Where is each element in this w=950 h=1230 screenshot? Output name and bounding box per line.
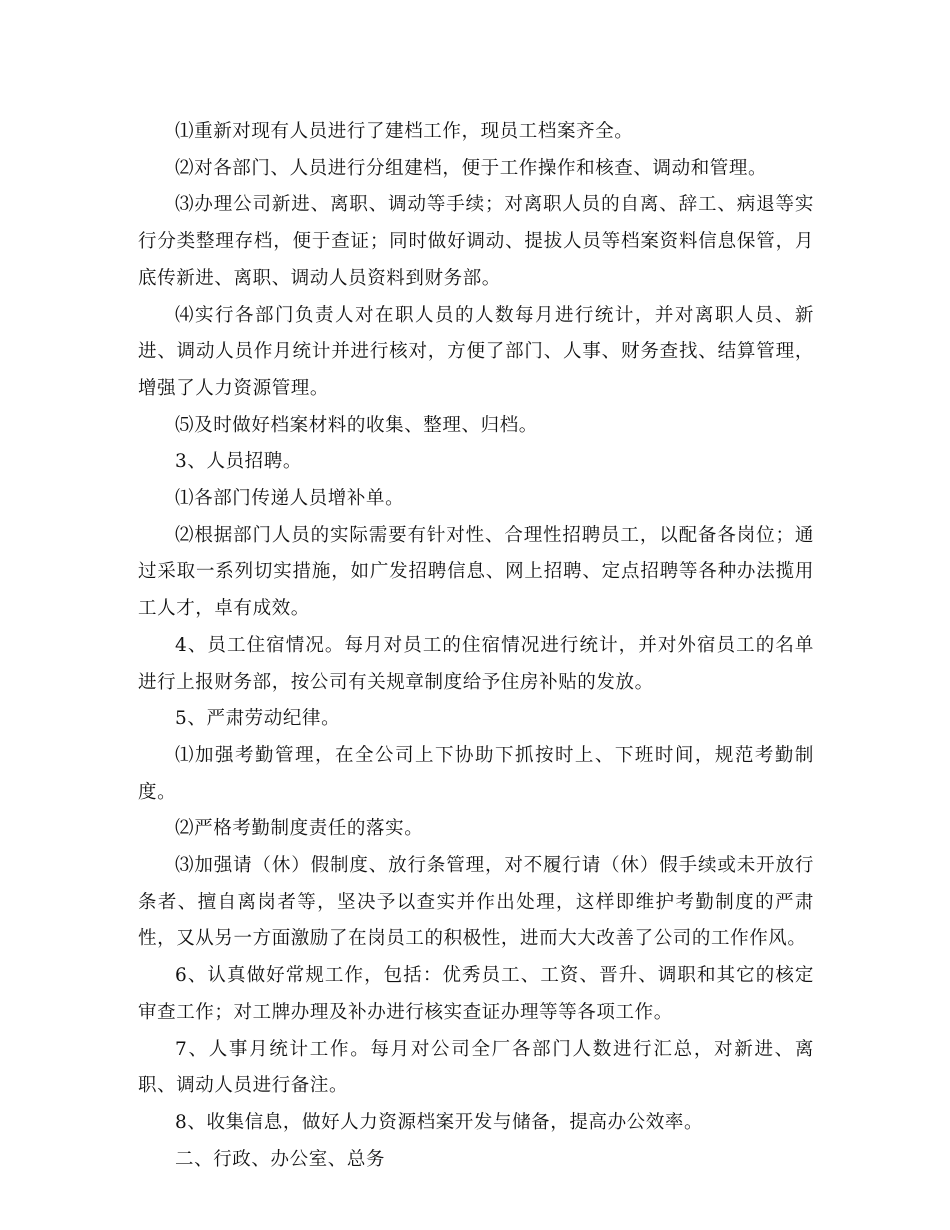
paragraph-13: ⑶加强请（休）假制度、放行条管理，对不履行请（休）假手续或未开放行条者、擅自离岗者等，坚决予以查实并作出处理，这样即维护考勤制度的严肃性，又从另一方面激励了在岗员工的积极性，进而大大改善了公司的工作作风。 (138, 855, 814, 950)
section-heading-information: 8、收集信息，做好人力资源档案开发与储备，提高办公效率。 (175, 1111, 704, 1133)
section-heading-routine-work: 6、认真做好常规工作，包括：优秀员工、工资、晋升、调职和其它的核定审查工作；对工牌办理及补办进行核实查证办理等等各项工作。 (138, 965, 814, 1023)
section-heading-admin: 二、行政、办公室、总务 (175, 1148, 386, 1170)
paragraph-11: ⑴加强考勤管理，在全公司上下协助下抓按时上、下班时间，规范考勤制度。 (138, 744, 814, 803)
paragraph-5: ⑸及时做好档案材料的收集、整理、归档。 (175, 414, 538, 436)
section-heading-discipline: 5、严肃劳动纪律。 (175, 708, 341, 730)
paragraph-3: ⑶办理公司新进、离职、调动等手续；对离职人员的自离、辞工、病退等实行分类整理存档，便于查证；同时做好调动、提拔人员等档案资料信息保管，月底传新进、离职、调动人员资料到财务部。 (138, 194, 814, 289)
paragraph-1: ⑴重新对现有人员进行了建档工作，现员工档案齐全。 (175, 121, 634, 142)
paragraph-2: ⑵对各部门、人员进行分组建档，便于工作操作和核查、调动和管理。 (175, 157, 768, 179)
document-body (138, 114, 814, 1178)
section-heading-accommodation: 4、员工住宿情况。每月对员工的住宿情况进行统计，并对外宿员工的名单进行上报财务部，按公司有关规章制度给予住房补贴的发放。 (138, 634, 814, 693)
paragraph-8: ⑵根据部门人员的实际需要有针对性、合理性招聘员工，以配备各岗位；通过采取一系列切实措施，如广发招聘信息、网上招聘、定点招聘等各种办法揽用工人才，卓有成效。 (138, 524, 814, 620)
section-heading-recruitment: 3、人员招聘。 (175, 451, 302, 473)
paragraph-4: ⑷实行各部门负责人对在职人员的人数每月进行统计，并对离职人员、新进、调动人员作月统计并进行核对，方便了部门、人事、财务查找、结算管理，增强了人力资源管理。 (138, 304, 814, 399)
paragraph-12: ⑵严格考勤制度责任的落实。 (175, 818, 424, 840)
paragraph-7: ⑴各部门传递人员增补单。 (175, 488, 405, 510)
section-heading-monthly-stats: 7、人事月统计工作。每月对公司全厂各部门人数进行汇总，对新进、离职、调动人员进行备注。 (138, 1038, 814, 1097)
